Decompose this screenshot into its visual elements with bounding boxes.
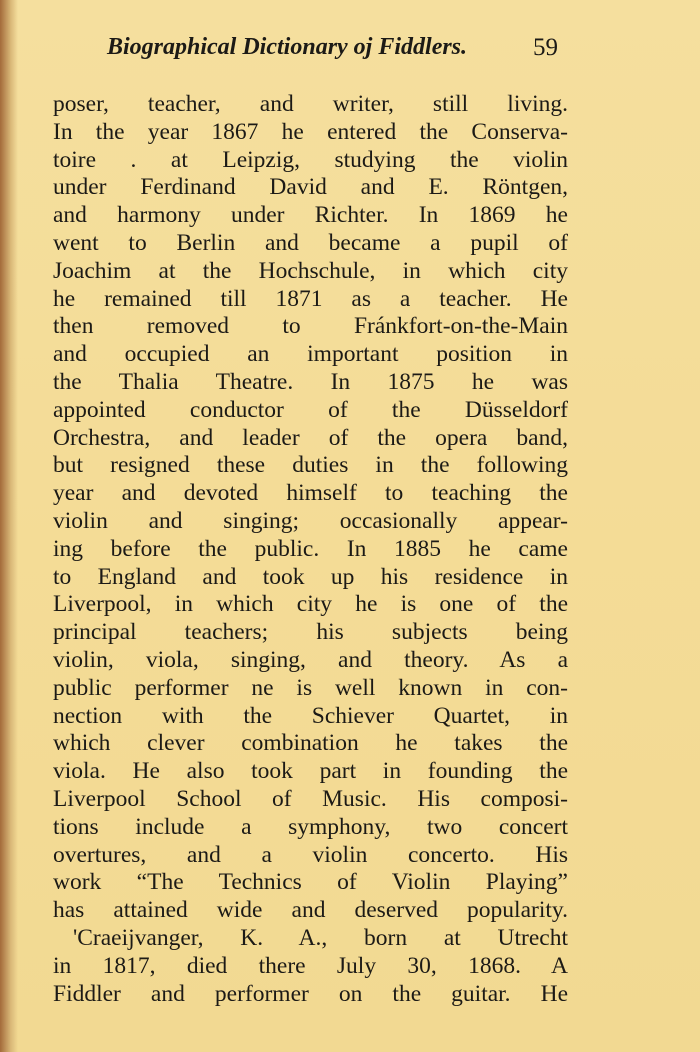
text-line: violin, viola, singing, and theory. As a <box>53 646 568 673</box>
text-line: toire . at Leipzig, studying the violin <box>53 146 568 173</box>
text-line: under Ferdinand David and E. Röntgen, <box>53 174 568 201</box>
text-line: which clever combination he takes the <box>53 730 568 757</box>
text-line: work “The Technics of Violin Playing” <box>53 869 568 896</box>
text-line: has attained wide and deserved popularity. <box>53 897 568 924</box>
text-line: 'Craeijvanger, K. A., born at Utrecht <box>73 924 568 951</box>
text-line: the Thalia Theatre. In 1875 he was <box>53 368 568 395</box>
body-text <box>53 91 568 1008</box>
text-line: and occupied an important position in <box>53 341 568 368</box>
text-line: tions include a symphony, two concert <box>53 813 568 840</box>
text-line: Orchestra, and leader of the opera band, <box>53 424 568 451</box>
text-line: ing before the public. In 1885 he came <box>53 535 568 562</box>
text-line: Fiddler and performer on the guitar. He <box>53 980 568 1007</box>
text-line: in 1817, died there July 30, 1868. A <box>53 952 568 979</box>
page-number: 59 <box>533 34 558 61</box>
text-line: went to Berlin and became a pupil of <box>53 229 568 256</box>
page-edge-shadow <box>0 0 18 1052</box>
text-line: and harmony under Richter. In 1869 he <box>53 202 568 229</box>
text-line: then removed to Fránkfort-on-the-Main <box>53 313 568 340</box>
text-line: to England and took up his residence in <box>53 563 568 590</box>
text-line: year and devoted himself to teaching the <box>53 480 568 507</box>
running-title: Biographical Dictionary oj Fiddlers. <box>107 34 468 60</box>
text-line: Liverpool, in which city he is one of the <box>53 591 568 618</box>
text-line: principal teachers; his subjects being <box>53 619 568 646</box>
text-line: Liverpool School of Music. His composi- <box>53 785 568 812</box>
text-line: poser, teacher, and writer, still living. <box>53 91 568 117</box>
text-line: In the year 1867 he entered the Conserva- <box>53 118 568 145</box>
text-line: appointed conductor of the Düsseldorf <box>53 396 568 423</box>
page-header <box>0 34 700 74</box>
text-line: overtures, and a violin concerto. His <box>53 841 568 868</box>
text-line: public performer ne is well known in con- <box>53 674 568 701</box>
text-line: violin and singing; occasionally appear- <box>53 507 568 534</box>
text-line: viola. He also took part in founding the <box>53 758 568 785</box>
text-line: he remained till 1871 as a teacher. He <box>53 285 568 312</box>
text-line: but resigned these duties in the following <box>53 452 568 479</box>
text-line: nection with the Schiever Quartet, in <box>53 702 568 729</box>
text-line: Joachim at the Hochschule, in which city <box>53 257 568 284</box>
